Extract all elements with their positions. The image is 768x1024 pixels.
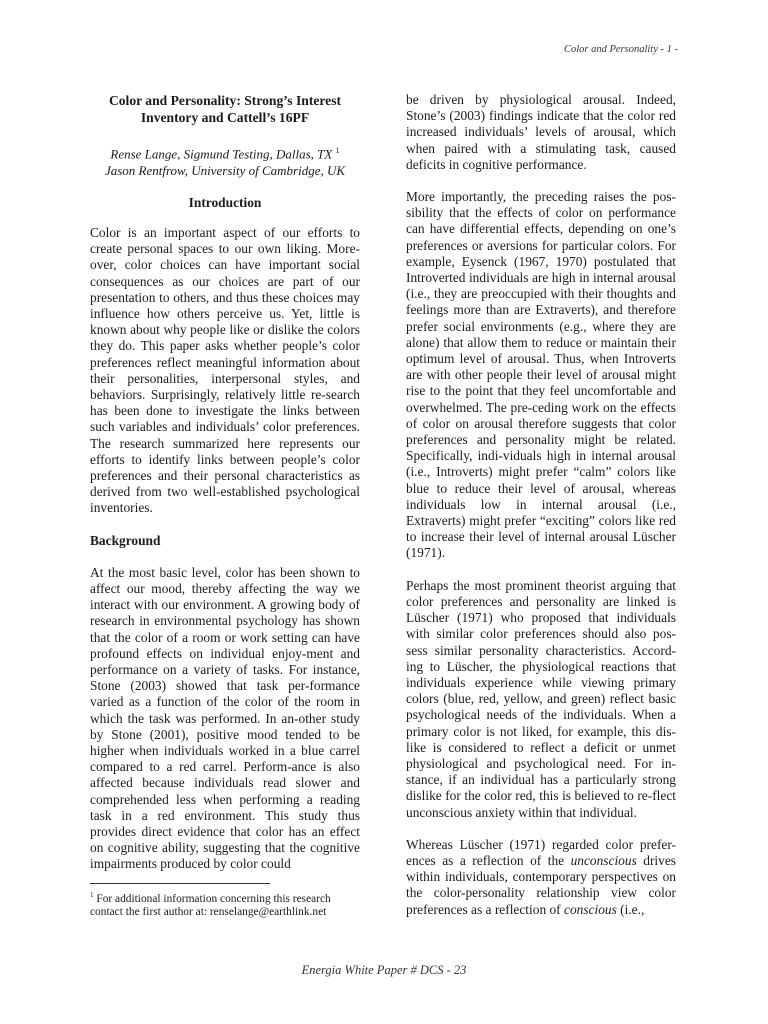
right-column	[406, 92, 676, 934]
introduction-heading: Introduction	[188, 194, 262, 210]
footnote-divider	[90, 883, 270, 884]
running-header: Color and Personality - 1 -	[563, 44, 678, 55]
p4-text-c: (i.e.,	[616, 901, 645, 917]
footnote-ref: 1	[335, 146, 340, 155]
p4-text-a: Whereas Lüscher (1971) regarded color prefer-ences as a reflection of the	[406, 836, 676, 868]
paper-title: Color and Personality: Strong’s Interest Inventory and Cattell’s 16PF	[108, 93, 342, 125]
author-line-2: Jason Rentfrow, University of Cambridge, UK	[104, 162, 346, 178]
author-line-1	[90, 143, 360, 163]
author-block	[90, 143, 360, 179]
footnote	[90, 889, 360, 920]
left-column	[90, 92, 360, 919]
p4-emphasis-unconscious: unconscious	[570, 852, 637, 868]
background-paragraph-3: Perhaps the most prominent theorist arguing that color preferences and personality are linked is Lüscher (1971) who proposed that individuals with similar color preferences should also pos-sess similar personality characteristics. Accord-ing to Lüscher, the physiological reactions that individuals experience while viewing primary colors (blue, red, yellow, and green) reflect basic psychological needs of the individuals. When a primary color is not liked, for example, this dis-like is considered to reflect a deficit or unmet physiological and psychological need. For in-stance, if an individual has a particularly strong dislike for the color red, this is believed to re-flect unconscious anxiety within that individual.	[406, 577, 676, 820]
author-1: Rense Lange, Sigmund Testing, Dallas, TX	[110, 146, 333, 162]
background-paragraph-2: More importantly, the preceding raises the pos-sibility that the effects of color on performance can have differential effects, depending on one’s preferences or aversions for particular colors. For example, Eysenck (1967, 1970) postulated that Introverted individuals are high in internal arousal (i.e., they are preoccupied with their thoughts and feelings more than are Extraverts), and therefore prefer social environments (e.g., where they are alone) that allow them to reduce or maintain their optimum level of arousal. Thus, when Introverts are with other people their level of arousal might rise to the point that they feel uncomfortable and overwhelmed. The pre-ceding work on the effects of color on arousal therefore suggests that color preferences and personality might be related. Specifically, indi-viduals high in internal arousal (i.e., Introverts) might prefer “calm” colors like blue to reduce their level of arousal, whereas individuals low in internal arousal (i.e., Extraverts) might prefer “exciting” colors like red to increase their level of internal arousal Lüscher (1971).	[406, 189, 676, 561]
background-paragraph-1: At the most basic level, color has been shown to affect our mood, thereby affecting the way we interact with our environment. A growing body of research in environmental psychology has shown that the color of a room or work setting can have profound effects on individual enjoy-ment and performance on a variety of tasks. For instance, Stone (2003) showed that task per-formance varied as a function of the color of the room in which the task was performed. In an-other study by Stone (2001), positive mood tended to be higher when individuals worked in a blue carrel compared to a red carrel. Perform-ance is also affected because individuals read slower and comprehended less when performing a reading task in a red environment. This study thus provides direct evidence that color has an effect on cognitive ability, suggesting that the cognitive impairments produced by color could	[90, 564, 360, 872]
footnote-mark: 1	[90, 890, 94, 899]
running-footer: Energia White Paper # DCS - 23	[301, 963, 467, 977]
footnote-text: For additional information concerning this research contact the first author at: renselange@earthlink.net	[90, 892, 331, 918]
p4-emphasis-conscious: conscious	[564, 901, 617, 917]
background-heading: Background	[90, 532, 161, 548]
introduction-paragraph: Color is an important aspect of our efforts to create personal spaces to our own liking. More-over, color choices can have important social consequences as our choices are part of our presentation to others, and thus these choices may influence how others perceive us. Yet, little is known about why people like or dislike the colors they do. This paper asks whether people’s color preferences reflect meaningful information about their personalities, interpersonal styles, and behaviors. Surprisingly, relatively little re-search has been done to investigate the links between such variables and individuals’ color preferences. The research summarized here represents our efforts to identify links between people’s color preferences and their personal characteristics as derived from two well-established psychological inventories.	[90, 224, 360, 516]
background-paragraph-4	[406, 837, 676, 918]
p4-text-b: drives within individuals, contemporary perspectives on the color-personality relationship view color preferences as a reflection of	[406, 852, 676, 917]
background-paragraph-1-continued: be driven by physiological arousal. Indeed, Stone’s (2003) findings indicate that the color red increased individuals’ levels of arousal, which when paired with a stimulating task, caused deficits in cognitive performance.	[406, 92, 676, 172]
